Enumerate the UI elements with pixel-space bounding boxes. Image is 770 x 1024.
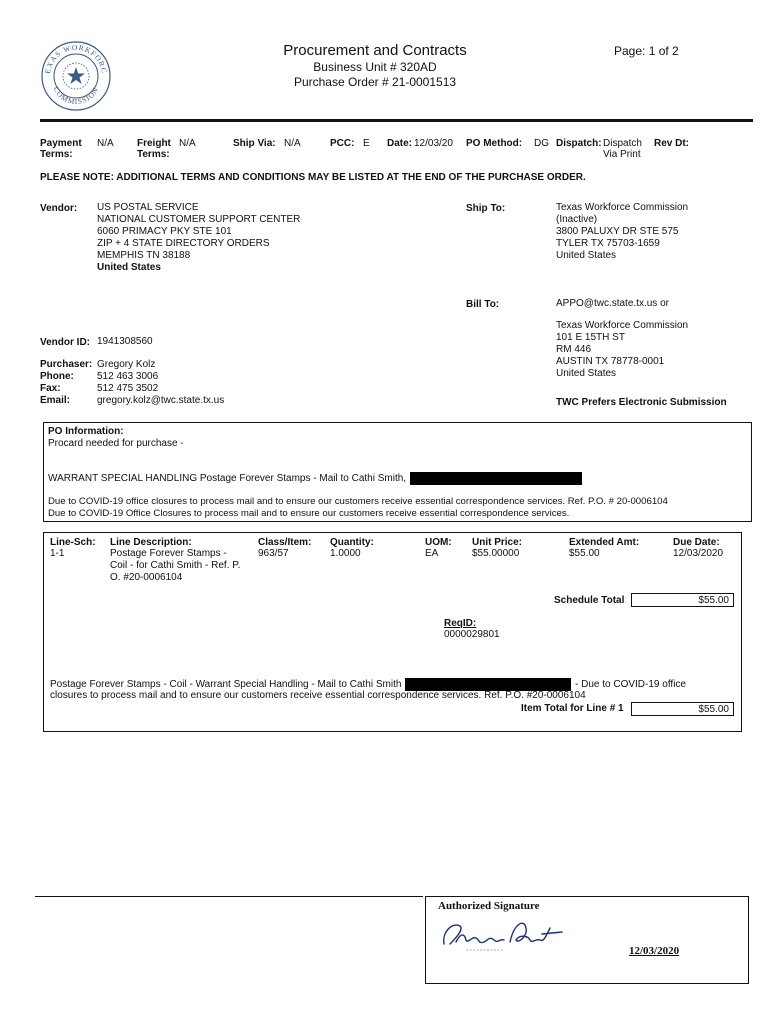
header-rule bbox=[40, 119, 753, 122]
rev-date-label: Rev Dt: bbox=[654, 138, 690, 149]
row-line-sch: 1-1 bbox=[50, 548, 65, 559]
page-indicator: Page: 1 of 2 bbox=[614, 44, 679, 58]
signature-left-line bbox=[35, 896, 423, 897]
po-information-procard: Procard needed for purchase - bbox=[48, 438, 184, 449]
ship-via-label: Ship Via: bbox=[233, 138, 276, 149]
payment-terms-label: Payment Terms: bbox=[40, 138, 82, 160]
authorized-signature-label: Authorized Signature bbox=[438, 900, 540, 912]
seal-bottom-text: COMMISSION bbox=[51, 85, 101, 107]
ship-to-address: Texas Workforce Commission (Inactive) 3800 PALUXY DR STE 575 TYLER TX 75703-1659 United States bbox=[556, 202, 689, 261]
po-number: Purchase Order # 21-0001513 bbox=[293, 75, 457, 89]
line-comment-2: closures to process mail and to ensure our customers receive essential correspondence services. Ref. P.O. #20-0006104 bbox=[50, 690, 586, 701]
seal-top-text: EXAS WORKFORC bbox=[43, 42, 109, 75]
electronic-submission-note: TWC Prefers Electronic Submission bbox=[556, 397, 727, 408]
vendor-id-value: 1941308560 bbox=[97, 336, 153, 347]
line-comment-1: Postage Forever Stamps - Coil - Warrant Special Handling - Mail to Cathi Smith bbox=[50, 679, 402, 690]
col-quantity: Quantity: bbox=[330, 537, 374, 548]
vendor-id-label: Vendor ID: bbox=[40, 337, 91, 348]
po-method-value: DG bbox=[534, 138, 549, 149]
po-information-box bbox=[43, 422, 752, 522]
reqid-label: ReqID: bbox=[444, 618, 477, 629]
col-due-date: Due Date: bbox=[673, 537, 720, 548]
item-total-value: $55.00 bbox=[631, 702, 734, 716]
row-uom: EA bbox=[425, 548, 439, 559]
freight-terms-value: N/A bbox=[179, 138, 196, 149]
reqid-value: 0000029801 bbox=[444, 629, 500, 640]
po-information-covid-2: Due to COVID-19 Office Closures to process mail and to ensure our customers receive essential correspondence services. bbox=[48, 508, 570, 519]
pcc-value: E bbox=[363, 138, 370, 149]
pcc-label: PCC: bbox=[330, 138, 355, 149]
purchaser-values: Gregory Kolz 512 463 3006 512 475 3502 gregory.kolz@twc.state.tx.us bbox=[97, 359, 225, 406]
row-extended-amt: $55.00 bbox=[569, 548, 600, 559]
item-total-label: Item Total for Line # 1 bbox=[521, 703, 624, 714]
line-comment-1-continued: - Due to COVID-19 office bbox=[575, 679, 686, 690]
row-due-date: 12/03/2020 bbox=[673, 548, 724, 559]
schedule-total-value: $55.00 bbox=[631, 593, 734, 607]
col-unit-price: Unit Price: bbox=[472, 537, 523, 548]
date-value: 12/03/20 bbox=[414, 138, 453, 149]
row-quantity: 1.0000 bbox=[330, 548, 361, 559]
row-line-description: Postage Forever Stamps - Coil - for Cathi Smith - Ref. P. O. #20-0006104 bbox=[110, 548, 241, 583]
row-unit-price: $55.00000 bbox=[472, 548, 520, 559]
dispatch-label: Dispatch: bbox=[556, 138, 602, 149]
redaction-bar bbox=[410, 472, 582, 485]
ship-via-value: N/A bbox=[284, 138, 301, 149]
col-class-item: Class/Item: bbox=[258, 537, 312, 548]
signature-date: 12/03/2020 bbox=[629, 945, 680, 957]
purchaser-labels: Purchaser: Phone: Fax: Email: bbox=[40, 359, 93, 406]
handwritten-signature bbox=[438, 914, 578, 956]
col-extended-amt: Extended Amt: bbox=[569, 537, 640, 548]
bill-to-label: Bill To: bbox=[466, 299, 500, 310]
col-uom: UOM: bbox=[425, 537, 452, 548]
col-line-sch: Line-Sch: bbox=[50, 537, 96, 548]
po-information-covid-1: Due to COVID-19 office closures to process mail and to ensure our customers receive essential correspondence services. Ref. P.O. # 20-0006104 bbox=[48, 496, 668, 507]
business-unit: Business Unit # 320AD bbox=[313, 60, 437, 74]
ship-to-label: Ship To: bbox=[466, 203, 506, 214]
payment-terms-value: N/A bbox=[97, 138, 114, 149]
date-label: Date: bbox=[387, 138, 413, 149]
terms-note: PLEASE NOTE: ADDITIONAL TERMS AND CONDITIONS MAY BE LISTED AT THE END OF THE PURCHASE ORDER. bbox=[40, 172, 586, 183]
po-information-warrant: WARRANT SPECIAL HANDLING Postage Forever Stamps - Mail to Cathi Smith, bbox=[48, 473, 407, 484]
vendor-label: Vendor: bbox=[40, 203, 78, 214]
schedule-total-label: Schedule Total bbox=[554, 595, 625, 606]
bill-to-address: Texas Workforce Commission 101 E 15TH ST RM 446 AUSTIN TX 78778-0001 United States bbox=[556, 320, 689, 379]
freight-terms-label: Freight Terms: bbox=[137, 138, 171, 160]
vendor-address: US POSTAL SERVICE NATIONAL CUSTOMER SUPPORT CENTER 6060 PRIMACY PKY STE 101 ZIP + 4 STATE DIRECTORY ORDERS MEMPHIS TN 38188 United States bbox=[97, 202, 301, 273]
dispatch-value: Dispatch Via Print bbox=[603, 138, 642, 160]
col-line-description: Line Description: bbox=[110, 537, 192, 548]
document-title: Procurement and Contracts bbox=[283, 42, 467, 59]
row-class-item: 963/57 bbox=[258, 548, 289, 559]
po-method-label: PO Method: bbox=[466, 138, 523, 149]
po-information-label: PO Information: bbox=[48, 426, 124, 437]
bill-to-email: APPO@twc.state.tx.us or bbox=[556, 298, 669, 309]
